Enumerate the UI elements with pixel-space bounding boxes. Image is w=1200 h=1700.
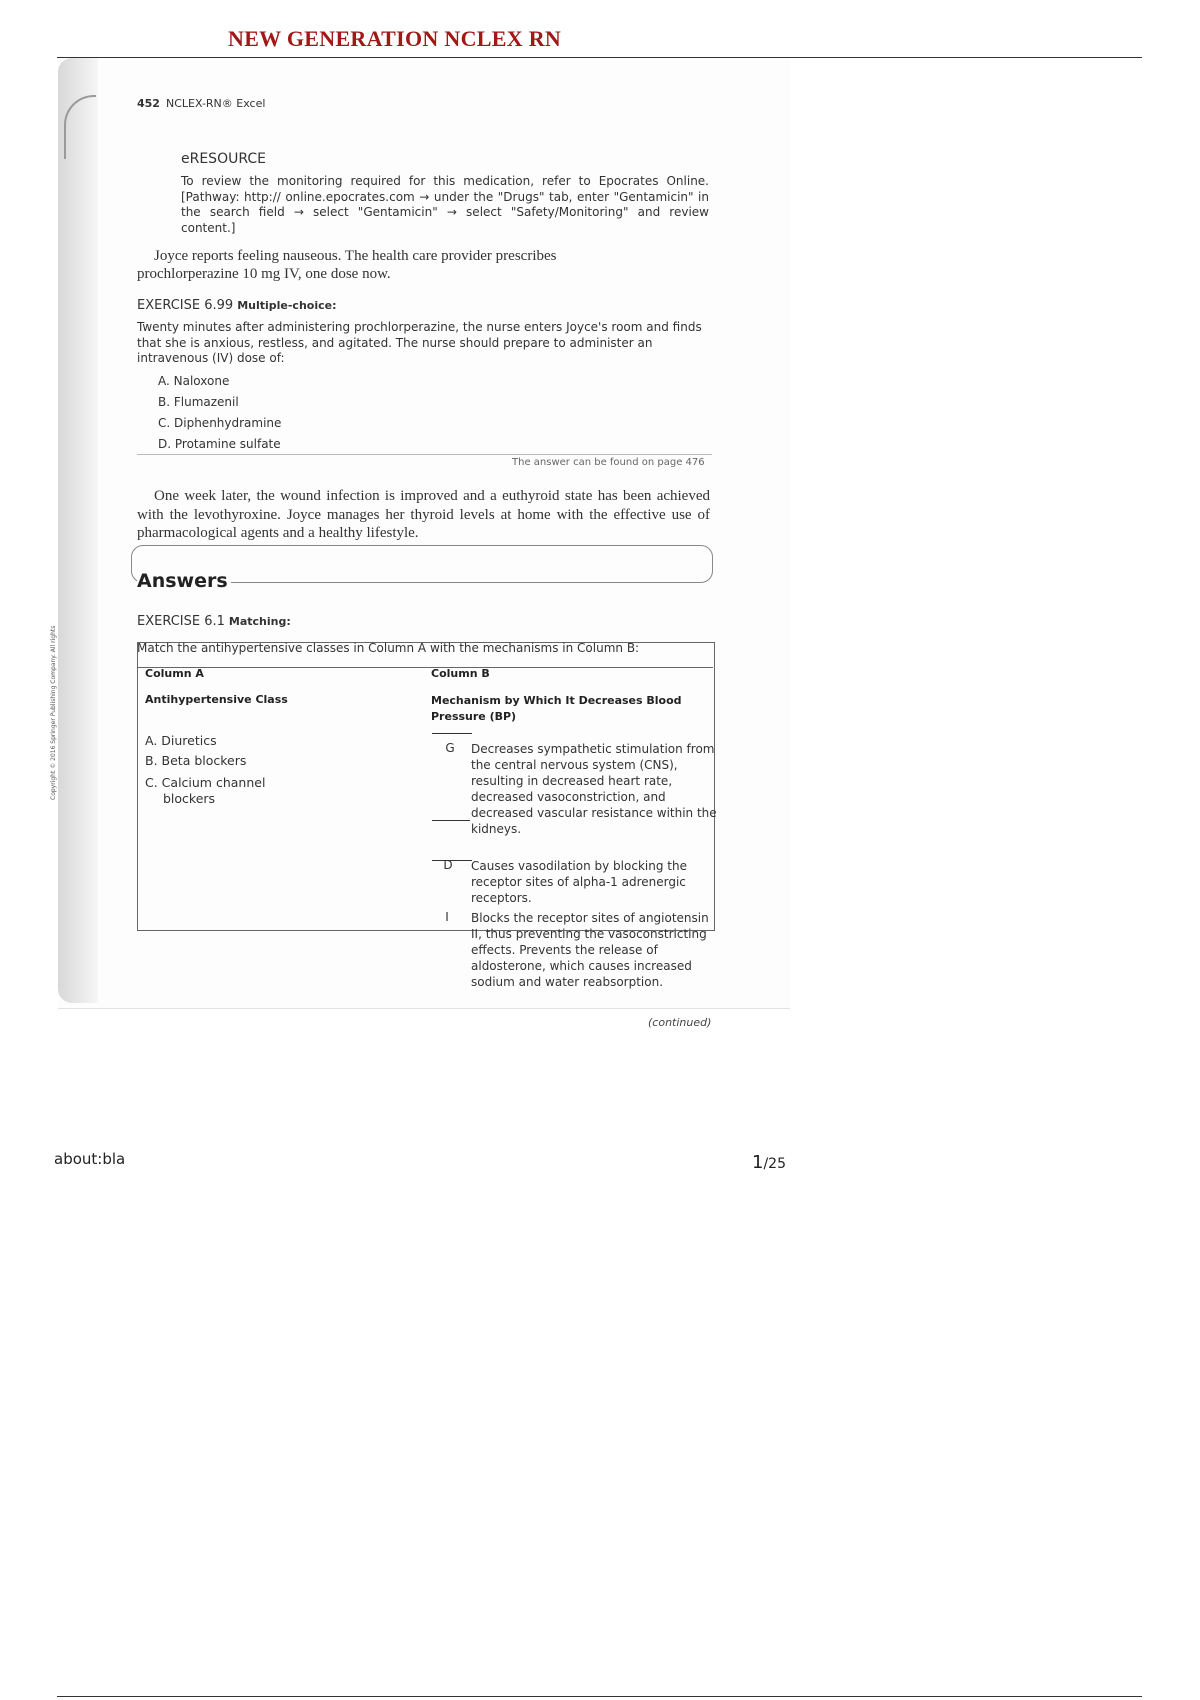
exercise-6-1-title <box>137 614 291 629</box>
answer-reference: The answer can be found on page 476 <box>512 457 705 468</box>
book-title: NCLEX-RN® Excel <box>165 97 266 110</box>
column-b-item: Decreases sympathetic stimulation from the central nervous system (CNS), resulting in decreased heart rate, decreased vasoconstriction, and decreased vascular resistance within the kidneys. <box>471 742 717 836</box>
column-b-item: Causes vasodilation by blocking the receptor sites of alpha-1 adrenergic receptors. <box>471 859 687 905</box>
column-b-item: Blocks the receptor sites of angiotensin II, thus preventing the vasoconstricting effects. Prevents the release of aldosterone, which causes increased sodium and water reabsorption. <box>471 911 709 989</box>
match-answer-letter: I <box>445 910 449 924</box>
option-b: B. Flumazenil <box>158 395 239 409</box>
column-a-item: A. Diuretics <box>145 733 217 748</box>
bottom-rule <box>57 1696 1142 1697</box>
answer-blank <box>432 820 470 821</box>
column-a-header: Column A <box>145 667 204 680</box>
match-answer-letter: G <box>445 741 455 755</box>
page-url: about:bla <box>54 1150 126 1168</box>
match-answer-letter: D <box>443 858 453 872</box>
option-a: A. Naloxone <box>158 374 230 388</box>
eresource-text: To review the monitoring required for this medication, refer to Epocrates Online. [Pathway: http:// online.epocrates.com → under the "Drugs" tab, enter "Gentamicin" in the search field → select "Gentamicin" → select "Safety/Monitoring" and review content.] <box>181 174 709 235</box>
option-d: D. Protamine sulfate <box>158 437 281 451</box>
column-a-subheader: Antihypertensive Class <box>145 693 288 706</box>
copyright-notice: Copyright © 2016 Springer Publishing Company. All rights <box>50 625 57 800</box>
table-header-rule <box>137 667 713 668</box>
narrative-paragraph-1: Joyce reports feeling nauseous. The health care provider prescribes prochlorperazine 10 mg IV, one dose now. <box>137 248 557 282</box>
matching-instructions: Match the antihypertensive classes in Column A with the mechanisms in Column B: <box>137 641 640 655</box>
exercise-type: Multiple-choice: <box>237 299 337 312</box>
book-spine-shadow <box>58 58 98 1003</box>
document-banner: NEW GENERATION NCLEX RN <box>228 26 562 51</box>
continued-label: (continued) <box>648 1016 712 1029</box>
column-b-header: Column B <box>431 667 490 680</box>
column-a-item-line: blockers <box>163 791 216 806</box>
answers-heading: Answers <box>137 570 231 592</box>
narrative-paragraph-2: One week later, the wound infection is improved and a euthyroid state has been achieved with the levothyroxine. Joyce manages her thyroid levels at home with the effective use of pharmacological agents and a healthy lifestyle. <box>137 488 710 541</box>
page-counter <box>752 1152 786 1173</box>
exercise-6-99-question: Twenty minutes after administering prochlorperazine, the nurse enters Joyce's room and finds that she is anxious, restless, and agitated. The nurse should prepare to administer an intravenous (IV) dose of: <box>137 320 702 365</box>
column-a-item <box>145 775 265 807</box>
exercise-type: Matching: <box>228 615 291 628</box>
exercise-label: EXERCISE 6.99 <box>137 298 234 313</box>
page-number: 452 <box>137 97 160 110</box>
exercise-label: EXERCISE 6.1 <box>137 614 225 629</box>
exercise-6-99-title <box>137 298 337 313</box>
total-pages: /25 <box>763 1156 786 1172</box>
answer-divider <box>137 454 712 455</box>
column-a-item: B. Beta blockers <box>145 753 247 768</box>
page-header <box>137 97 265 110</box>
column-a-item-line: C. Calcium channel <box>145 775 266 790</box>
current-page: 1 <box>752 1152 764 1173</box>
answer-blank <box>432 733 472 734</box>
option-c: C. Diphenhydramine <box>158 416 282 430</box>
column-b-subheader: Mechanism by Which It Decreases Blood Pressure (BP) <box>431 694 682 723</box>
eresource-title: eRESOURCE <box>181 151 266 167</box>
